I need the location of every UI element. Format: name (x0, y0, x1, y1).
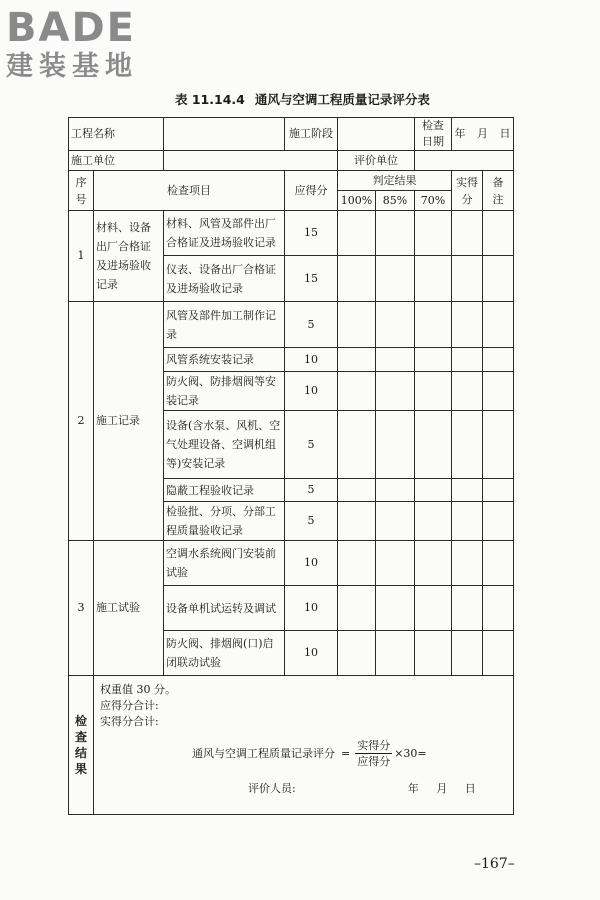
formula-fraction (355, 738, 392, 769)
pct-70-cell[interactable] (415, 502, 452, 541)
required-score-value: 5 (285, 502, 338, 541)
col-judgment: 判定结果 (338, 171, 452, 191)
required-score-value: 10 (285, 586, 338, 631)
pct-100-cell[interactable] (338, 256, 376, 302)
remarks-cell[interactable] (483, 302, 514, 348)
pct-85-cell[interactable] (376, 479, 415, 502)
pct-85-cell[interactable] (376, 348, 415, 372)
construction-unit-value[interactable] (164, 151, 338, 171)
pct-100-cell[interactable] (338, 479, 376, 502)
pct-100-cell[interactable] (338, 211, 376, 256)
col-actual-score (452, 171, 483, 211)
col-serial-label: 序号 (75, 175, 87, 206)
remarks-cell[interactable] (483, 502, 514, 541)
formula-prefix: 通风与空调工程质量记录评分 (192, 746, 335, 760)
table-number: 表 11.14.4 (175, 92, 245, 107)
pct-85-cell[interactable] (376, 211, 415, 256)
remarks-cell[interactable] (483, 411, 514, 479)
page-number: –167– (474, 856, 515, 872)
pct-70-cell[interactable] (415, 211, 452, 256)
pct-100-cell[interactable] (338, 348, 376, 372)
pct-85-cell[interactable] (376, 302, 415, 348)
pct-85-cell[interactable] (376, 502, 415, 541)
check-item-label: 仪表、设备出厂合格证及进场验收记录 (164, 256, 285, 302)
actual-score-cell[interactable] (452, 631, 483, 676)
required-score-value: 10 (285, 541, 338, 586)
column-header-row-1 (69, 171, 514, 191)
required-score-value: 5 (285, 411, 338, 479)
header-row-project (69, 118, 514, 151)
required-score-value: 10 (285, 372, 338, 411)
group-name: 材料、设备出厂合格证及进场验收记录 (94, 211, 164, 302)
required-score-value: 10 (285, 348, 338, 372)
logo-brand-en: BADE (6, 5, 136, 51)
evaluation-unit-label: 评价单位 (338, 151, 415, 171)
required-score-value: 5 (285, 302, 338, 348)
table-row (69, 302, 514, 348)
pct-85-cell[interactable] (376, 411, 415, 479)
formula-equals: = (341, 746, 351, 760)
col-serial (69, 171, 94, 211)
col-pct-100: 100% (338, 191, 376, 211)
pct-70-cell[interactable] (415, 631, 452, 676)
construction-stage-value[interactable] (338, 118, 415, 151)
actual-score-cell[interactable] (452, 541, 483, 586)
group-serial: 1 (69, 211, 94, 302)
check-item-label: 检验批、分项、分部工程质量验收记录 (164, 502, 285, 541)
pct-70-cell[interactable] (415, 541, 452, 586)
check-item-label: 风管及部件加工制作记录 (164, 302, 285, 348)
actual-score-cell[interactable] (452, 411, 483, 479)
pct-100-cell[interactable] (338, 586, 376, 631)
pct-100-cell[interactable] (338, 502, 376, 541)
table-title (175, 90, 430, 108)
pct-85-cell[interactable] (376, 631, 415, 676)
logo-brand-cn: 建装基地 (6, 51, 138, 82)
construction-stage-label: 施工阶段 (285, 118, 338, 151)
actual-score-cell[interactable] (452, 372, 483, 411)
pct-70-cell[interactable] (415, 302, 452, 348)
col-pct-70: 70% (415, 191, 452, 211)
actual-score-cell[interactable] (452, 502, 483, 541)
actual-score-cell[interactable] (452, 302, 483, 348)
formula-denominator: 应得分 (357, 755, 391, 768)
result-row (69, 676, 514, 815)
required-score-value: 15 (285, 211, 338, 256)
col-actual-score-label: 实得分 (456, 175, 478, 206)
pct-70-cell[interactable] (415, 372, 452, 411)
col-check-item: 检查项目 (94, 171, 285, 211)
pct-100-cell[interactable] (338, 411, 376, 479)
actual-score-cell[interactable] (452, 479, 483, 502)
project-name-value[interactable] (164, 118, 285, 151)
remarks-cell[interactable] (483, 348, 514, 372)
remarks-cell[interactable] (483, 541, 514, 586)
formula-suffix: ×30= (394, 746, 427, 760)
remarks-cell[interactable] (483, 479, 514, 502)
pct-100-cell[interactable] (338, 541, 376, 586)
result-label-text: 检查结果 (74, 714, 87, 776)
pct-70-cell[interactable] (415, 586, 452, 631)
pct-85-cell[interactable] (376, 541, 415, 586)
actual-score-cell[interactable] (452, 586, 483, 631)
col-pct-85: 85% (376, 191, 415, 211)
remarks-cell[interactable] (483, 256, 514, 302)
formula-numerator: 实得分 (357, 739, 391, 752)
evaluator-label: 评价人员: (248, 782, 296, 795)
check-item-label: 材料、风管及部件出厂合格证及进场验收记录 (164, 211, 285, 256)
project-name-label: 工程名称 (69, 118, 164, 151)
actual-total-text: 实得分合计: (100, 715, 159, 728)
col-remarks (483, 171, 514, 211)
check-item-label: 设备(含水泵、风机、空气处理设备、空调机组等)安装记录 (164, 411, 285, 479)
table-row (69, 541, 514, 586)
table-title-text: 通风与空调工程质量记录评分表 (254, 92, 430, 107)
required-score-value: 5 (285, 479, 338, 502)
pct-70-cell[interactable] (415, 348, 452, 372)
check-date-value[interactable]: 年 月 日 (452, 118, 514, 151)
check-item-label: 隐蔽工程验收记录 (164, 479, 285, 502)
actual-score-cell[interactable] (452, 256, 483, 302)
check-item-label: 防火阀、排烟阀(口)启闭联动试验 (164, 631, 285, 676)
pct-70-cell[interactable] (415, 479, 452, 502)
result-label (69, 676, 94, 815)
pct-70-cell[interactable] (415, 256, 452, 302)
evaluation-unit-value[interactable] (415, 151, 514, 171)
col-remarks-label: 备注 (492, 175, 504, 206)
weight-text: 权重值 30 分。 (100, 683, 176, 696)
table-row (69, 211, 514, 256)
remarks-cell[interactable] (483, 372, 514, 411)
group-serial: 2 (69, 302, 94, 541)
col-required-score: 应得分 (285, 171, 338, 211)
pct-85-cell[interactable] (376, 372, 415, 411)
required-total-text: 应得分合计: (100, 699, 159, 712)
result-content (94, 676, 514, 815)
check-item-label: 设备单机试运转及调试 (164, 586, 285, 631)
remarks-cell[interactable] (483, 211, 514, 256)
check-date-label: 检查日期 (415, 118, 452, 151)
watermark-logo (6, 6, 181, 82)
evaluator-line (248, 781, 509, 797)
remarks-cell[interactable] (483, 586, 514, 631)
required-score-value: 10 (285, 631, 338, 676)
score-sheet-table (68, 117, 514, 815)
check-item-label: 防火阀、防排烟阀等安装记录 (164, 372, 285, 411)
pct-100-cell[interactable] (338, 372, 376, 411)
actual-score-cell[interactable] (452, 348, 483, 372)
actual-score-cell[interactable] (452, 211, 483, 256)
pct-100-cell[interactable] (338, 302, 376, 348)
construction-unit-label: 施工单位 (69, 151, 164, 171)
score-formula (192, 738, 509, 769)
required-score-value: 15 (285, 256, 338, 302)
pct-85-cell[interactable] (376, 256, 415, 302)
group-name: 施工试验 (94, 541, 164, 676)
check-item-label: 空调水系统阀门安装前试验 (164, 541, 285, 586)
evaluation-date: 年 月 日 (407, 782, 476, 795)
group-name: 施工记录 (94, 302, 164, 541)
pct-85-cell[interactable] (376, 586, 415, 631)
pct-100-cell[interactable] (338, 631, 376, 676)
group-serial: 3 (69, 541, 94, 676)
header-row-units (69, 151, 514, 171)
pct-70-cell[interactable] (415, 411, 452, 479)
check-item-label: 风管系统安装记录 (164, 348, 285, 372)
remarks-cell[interactable] (483, 631, 514, 676)
